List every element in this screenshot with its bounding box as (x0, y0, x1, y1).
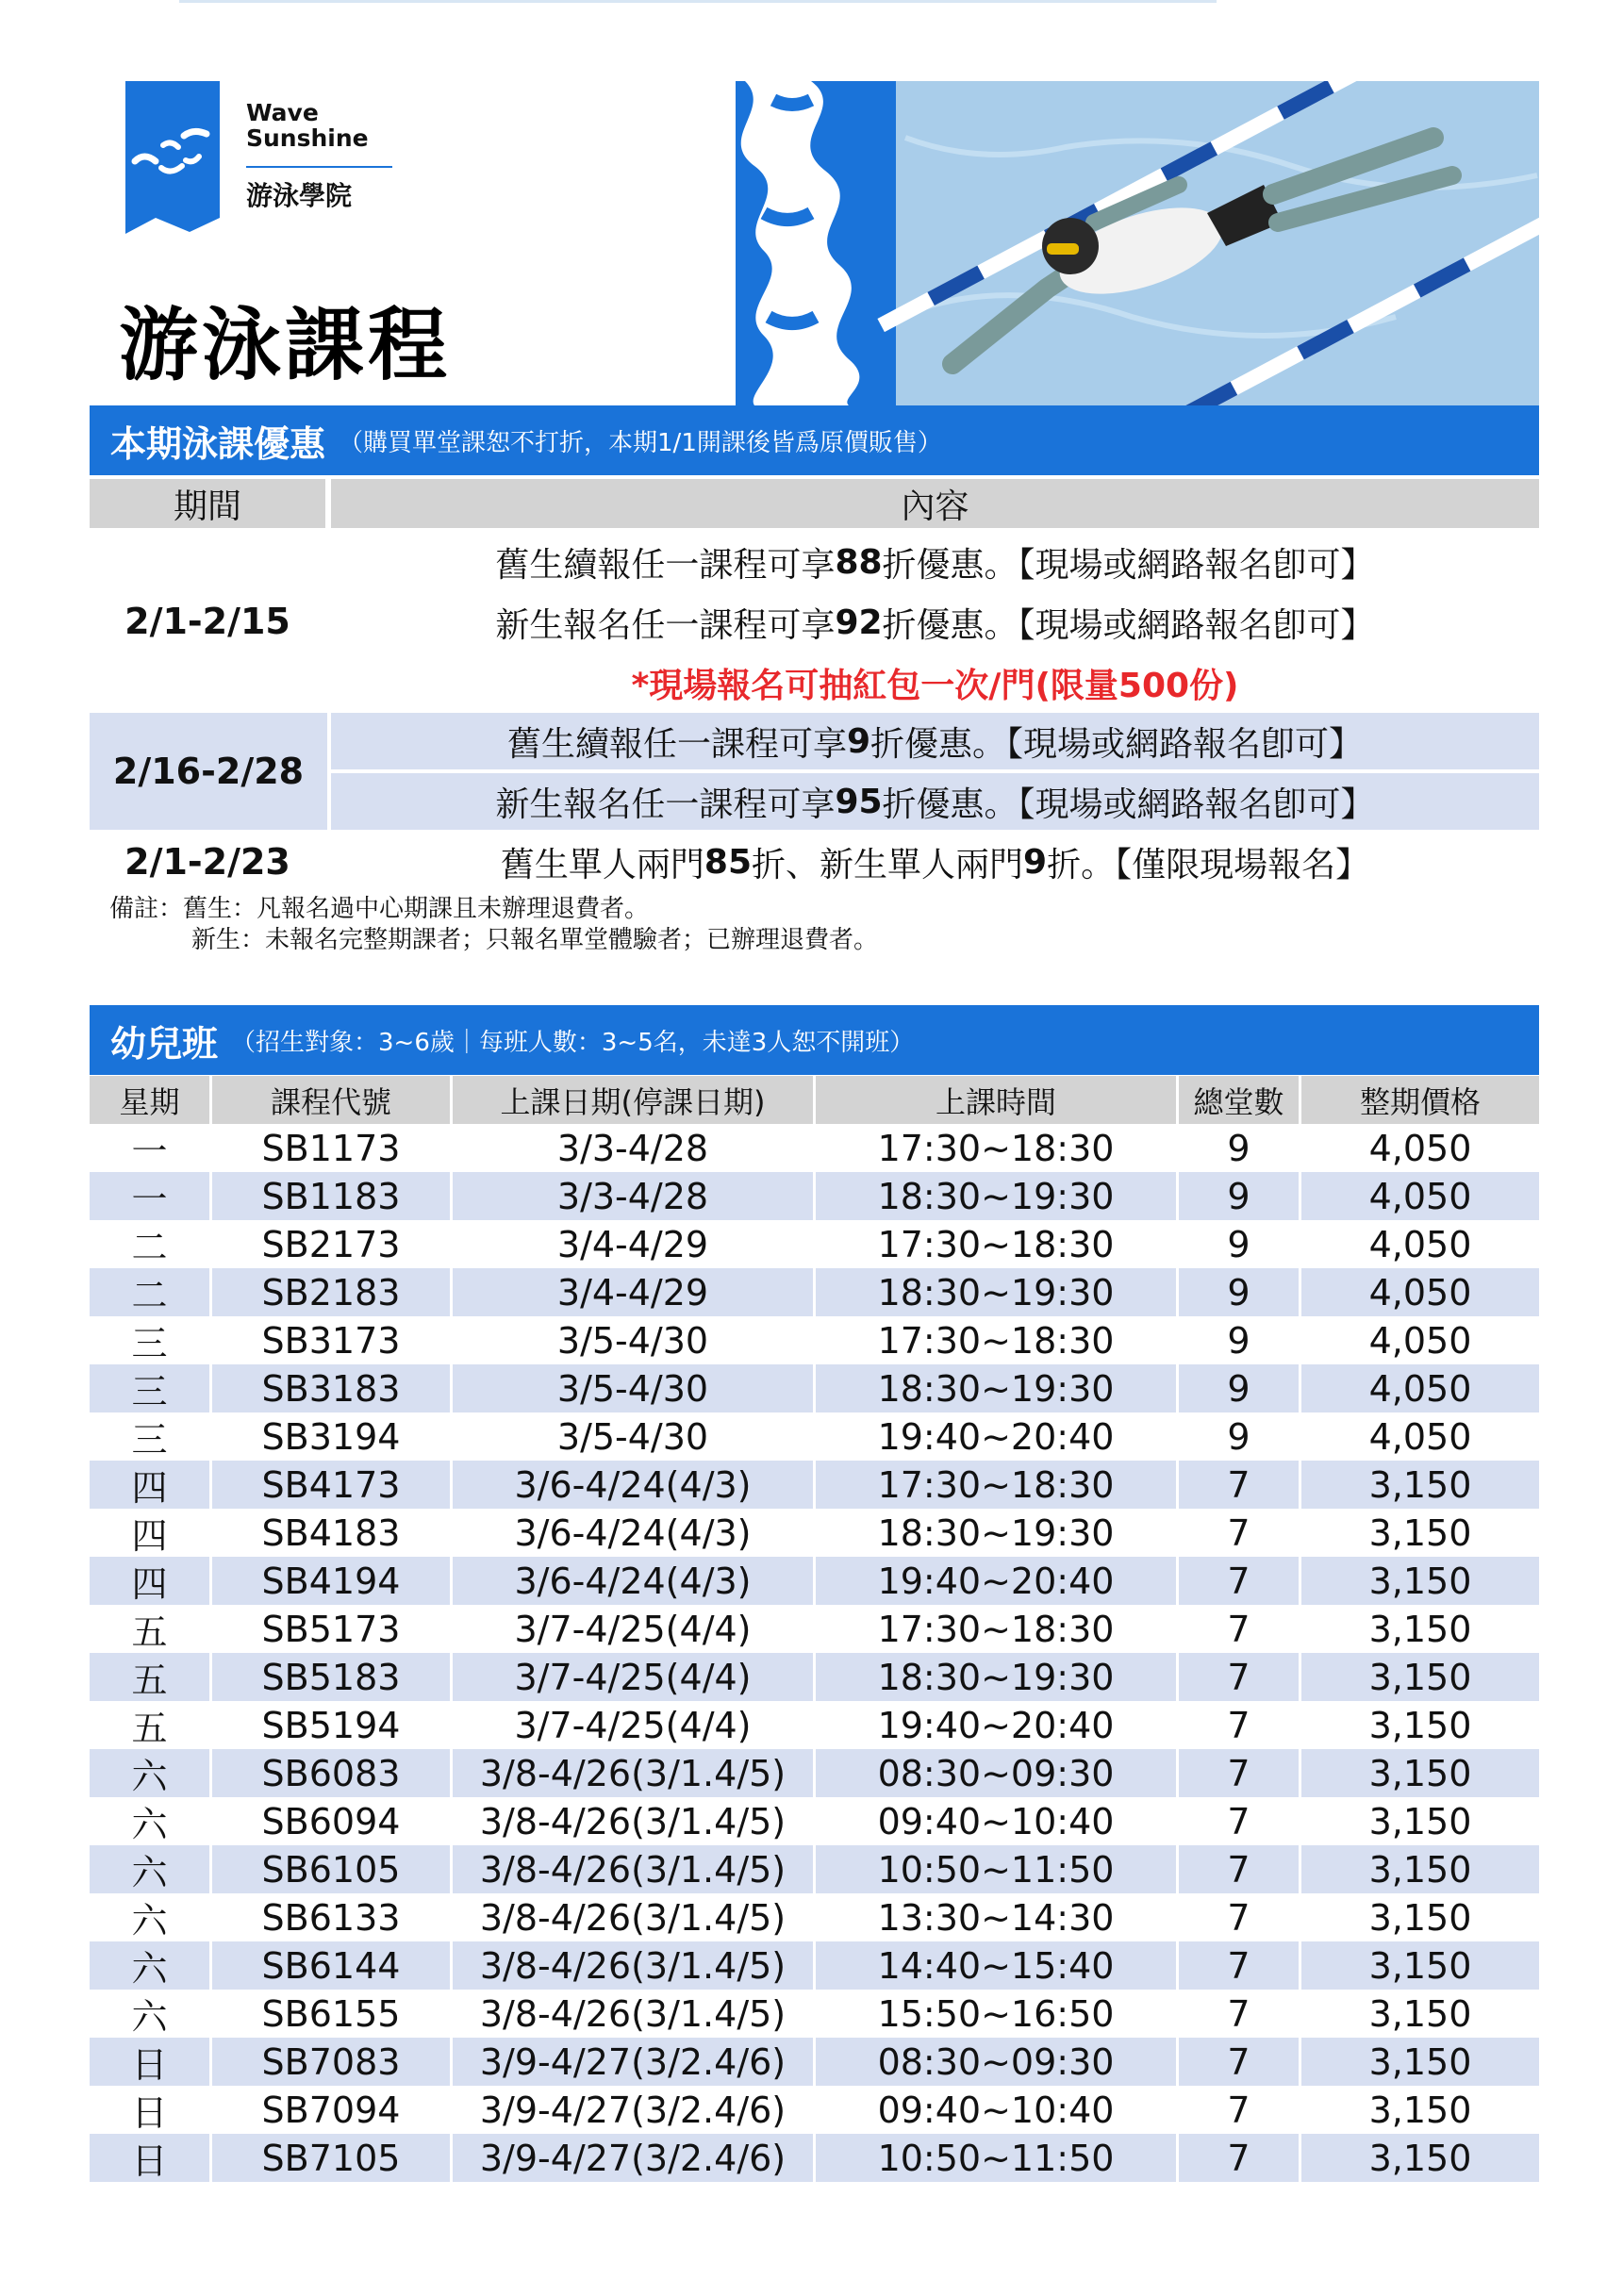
promo-section-header (90, 405, 1539, 475)
promo-line-text: 折優惠。【現場或網路報名卽可】 (882, 605, 1375, 645)
table-row (90, 1653, 1539, 1701)
time-cell: 09:40~10:40 (816, 1797, 1179, 1845)
dates-cell: 3/5-4/30 (453, 1364, 816, 1412)
weekday-cell: 六 (90, 1941, 212, 1990)
brand-name-cn: 游泳學院 (246, 180, 353, 211)
course-code-cell: SB6105 (212, 1845, 453, 1893)
dates-cell: 3/6-4/24(4/3) (453, 1557, 816, 1605)
sessions-cell: 9 (1179, 1364, 1301, 1412)
sessions-cell: 7 (1179, 1605, 1301, 1653)
promo-highlight: *現場報名可抽紅包一次/門(限量500份) (631, 666, 1239, 705)
weekday-cell: 二 (90, 1220, 212, 1268)
schedule-title: 幼兒班 (110, 1022, 219, 1065)
time-cell: 17:30~18:30 (816, 1316, 1179, 1364)
promo-note-line: 新生：未報名完整期課者；只報名單堂體驗者；已辦理退費者。 (191, 926, 879, 954)
weekday-cell: 二 (90, 1268, 212, 1316)
col-price: 整期價格 (1359, 1083, 1481, 1120)
price-cell: 3,150 (1368, 2089, 1472, 2131)
price-cell: 3,150 (1368, 1992, 1472, 2035)
promo-period: 2/16-2/28 (90, 713, 327, 830)
course-code-cell: SB6083 (212, 1749, 453, 1797)
promo-line (331, 592, 1539, 652)
course-code-cell: SB7094 (212, 2086, 453, 2134)
course-code-cell: SB4194 (212, 1557, 453, 1605)
promo-discount: 92 (835, 603, 883, 642)
dates-cell: 3/8-4/26(3/1.4/5) (453, 1749, 816, 1797)
weekday-cell: 五 (90, 1653, 212, 1701)
time-cell: 19:40~20:40 (816, 1557, 1179, 1605)
course-code-cell: SB5194 (212, 1701, 453, 1749)
weekday-cell: 六 (90, 1990, 212, 2038)
table-row (90, 1845, 1539, 1893)
dates-cell: 3/6-4/24(4/3) (453, 1461, 816, 1509)
sessions-cell: 7 (1179, 1845, 1301, 1893)
price-cell: 3,150 (1368, 1800, 1472, 1842)
sessions-cell: 9 (1179, 1172, 1301, 1220)
promo-line-text: 新生報名任一課程可享 (495, 785, 836, 824)
promo-line-text: 舊生單人兩門 (500, 845, 704, 884)
course-code-cell: SB6133 (212, 1893, 453, 1941)
weekday-cell: 一 (90, 1172, 212, 1220)
table-row (90, 1220, 1539, 1268)
table-row (90, 2086, 1539, 2134)
time-cell: 18:30~19:30 (816, 1364, 1179, 1412)
table-row (90, 1749, 1539, 1797)
time-cell: 19:40~20:40 (816, 1412, 1179, 1461)
col-sessions: 總堂數 (1179, 1076, 1301, 1124)
sessions-cell: 7 (1179, 1749, 1301, 1797)
time-cell: 14:40~15:40 (816, 1941, 1179, 1990)
dates-cell: 3/3-4/28 (453, 1124, 816, 1172)
sessions-cell: 9 (1179, 1316, 1301, 1364)
schedule-section-header (90, 1005, 1539, 1075)
brand-logo (125, 81, 389, 241)
table-row (90, 1701, 1539, 1749)
course-code-cell: SB7083 (212, 2038, 453, 2086)
table-row (90, 2038, 1539, 2086)
promo-line (331, 832, 1539, 892)
dates-cell: 3/7-4/25(4/4) (453, 1701, 816, 1749)
price-cell: 3,150 (1368, 2040, 1472, 2083)
sessions-cell: 7 (1179, 1653, 1301, 1701)
time-cell: 17:30~18:30 (816, 1220, 1179, 1268)
time-cell: 08:30~09:30 (816, 1749, 1179, 1797)
dates-cell: 3/8-4/26(3/1.4/5) (453, 1990, 816, 2038)
course-code-cell: SB2173 (212, 1220, 453, 1268)
col-time: 上課時間 (816, 1076, 1179, 1124)
promo-discount: 85 (704, 842, 753, 882)
brand-name-en-line1: Wave (246, 99, 319, 126)
promo-discount: 88 (835, 542, 883, 582)
table-row (90, 1268, 1539, 1316)
price-cell: 3,150 (1368, 1511, 1472, 1554)
course-code-cell: SB5173 (212, 1605, 453, 1653)
sessions-cell: 9 (1179, 1220, 1301, 1268)
course-code-cell: SB6094 (212, 1797, 453, 1845)
course-code-cell: SB4173 (212, 1461, 453, 1509)
time-cell: 08:30~09:30 (816, 2038, 1179, 2086)
weekday-cell: 三 (90, 1364, 212, 1412)
col-dates: 上課日期(停課日期) (453, 1076, 816, 1124)
time-cell: 09:40~10:40 (816, 2086, 1179, 2134)
promo-line-text: 新生報名任一課程可享 (495, 605, 836, 645)
swimmer-illustration-icon (736, 81, 1539, 405)
promo-line-text: 折優惠。【現場或網路報名卽可】 (882, 545, 1375, 585)
time-cell: 18:30~19:30 (816, 1268, 1179, 1316)
sessions-cell: 7 (1179, 1990, 1301, 2038)
dates-cell: 3/9-4/27(3/2.4/6) (453, 2134, 816, 2182)
price-cell: 3,150 (1368, 1704, 1472, 1746)
price-cell: 3,150 (1368, 2137, 1472, 2179)
price-cell: 4,050 (1368, 1175, 1472, 1217)
table-row (90, 1893, 1539, 1941)
course-code-cell: SB5183 (212, 1653, 453, 1701)
dates-cell: 3/4-4/29 (453, 1220, 816, 1268)
weekday-cell: 三 (90, 1412, 212, 1461)
price-cell: 4,050 (1368, 1367, 1472, 1410)
promo-line-text: 折。【僅限現場報名】 (1047, 845, 1370, 884)
promo-table-header (90, 479, 1539, 528)
price-cell: 4,050 (1368, 1223, 1472, 1265)
promo-title: 本期泳課優惠 (110, 422, 326, 465)
weekday-cell: 三 (90, 1316, 212, 1364)
price-cell: 3,150 (1368, 1848, 1472, 1891)
col-weekday: 星期 (90, 1076, 212, 1124)
time-cell: 18:30~19:30 (816, 1509, 1179, 1557)
sessions-cell: 7 (1179, 1557, 1301, 1605)
promo-line-text: 折優惠。【現場或網路報名卽可】 (882, 785, 1375, 824)
weekday-cell: 六 (90, 1893, 212, 1941)
sessions-cell: 9 (1179, 1268, 1301, 1316)
table-row (90, 1605, 1539, 1653)
weekday-cell: 日 (90, 2086, 212, 2134)
dates-cell: 3/4-4/29 (453, 1268, 816, 1316)
time-cell: 13:30~14:30 (816, 1893, 1179, 1941)
price-cell: 3,150 (1368, 1463, 1472, 1506)
price-cell: 3,150 (1368, 1944, 1472, 1987)
promo-subtitle: （購買單堂課恕不打折，本期1/1開課後皆爲原價販售） (339, 428, 942, 457)
promo-line-text: 折優惠。【現場或網路報名卽可】 (870, 724, 1364, 764)
price-cell: 4,050 (1368, 1319, 1472, 1362)
dates-cell: 3/8-4/26(3/1.4/5) (453, 1941, 816, 1990)
table-row (90, 1412, 1539, 1461)
promo-line-text: 折、新生單人兩門 (752, 845, 1024, 884)
brand-divider (246, 166, 392, 168)
table-row (90, 1316, 1539, 1364)
time-cell: 10:50~11:50 (816, 2134, 1179, 2182)
schedule-subtitle: （招生對象：3~6歲｜每班人數：3~5名，未達3人恕不開班） (231, 1028, 915, 1057)
course-code-cell: SB3183 (212, 1364, 453, 1412)
dates-cell: 3/5-4/30 (453, 1412, 816, 1461)
sessions-cell: 7 (1179, 2086, 1301, 2134)
time-cell: 17:30~18:30 (816, 1461, 1179, 1509)
dates-cell: 3/7-4/25(4/4) (453, 1605, 816, 1653)
weekday-cell: 一 (90, 1124, 212, 1172)
promo-line (331, 532, 1539, 592)
weekday-cell: 五 (90, 1701, 212, 1749)
course-code-cell: SB6155 (212, 1990, 453, 2038)
promo-note-line: 備註：舊生：凡報名過中心期課且未辦理退費者。 (109, 895, 650, 923)
promo-note (109, 894, 878, 956)
weekday-cell: 六 (90, 1845, 212, 1893)
sessions-cell: 7 (1179, 2134, 1301, 2182)
price-cell: 3,150 (1368, 1752, 1472, 1794)
promo-line (331, 773, 1539, 830)
course-code-cell: SB1183 (212, 1172, 453, 1220)
time-cell: 17:30~18:30 (816, 1124, 1179, 1172)
promo-col-period: 期間 (90, 479, 325, 528)
weekday-cell: 四 (90, 1461, 212, 1509)
sessions-cell: 7 (1179, 1797, 1301, 1845)
sessions-cell: 7 (1179, 1509, 1301, 1557)
weekday-cell: 四 (90, 1557, 212, 1605)
promo-period: 2/1-2/15 (124, 601, 290, 642)
table-row (90, 1124, 1539, 1172)
course-code-cell: SB4183 (212, 1509, 453, 1557)
dates-cell: 3/9-4/27(3/2.4/6) (453, 2086, 816, 2134)
course-code-cell: SB7105 (212, 2134, 453, 2182)
price-cell: 3,150 (1368, 1560, 1472, 1602)
dates-cell: 3/8-4/26(3/1.4/5) (453, 1797, 816, 1845)
sessions-cell: 9 (1179, 1412, 1301, 1461)
col-course-code: 課程代號 (212, 1076, 453, 1124)
table-row (90, 1941, 1539, 1990)
weekday-cell: 日 (90, 2038, 212, 2086)
dates-cell: 3/9-4/27(3/2.4/6) (453, 2038, 816, 2086)
weekday-cell: 日 (90, 2134, 212, 2182)
swimmer-illustration (736, 81, 1539, 405)
sessions-cell: 9 (1179, 1124, 1301, 1172)
course-code-cell: SB3173 (212, 1316, 453, 1364)
promo-period: 2/1-2/23 (124, 841, 290, 883)
wave-logo-icon (125, 81, 220, 237)
price-cell: 4,050 (1368, 1127, 1472, 1169)
promo-col-content: 內容 (331, 479, 1539, 528)
brand-name-en (246, 100, 369, 151)
table-row (90, 1461, 1539, 1509)
sessions-cell: 7 (1179, 1461, 1301, 1509)
course-code-cell: SB6144 (212, 1941, 453, 1990)
dates-cell: 3/8-4/26(3/1.4/5) (453, 1893, 816, 1941)
promo-line-text: 舊生續報任一課程可享 (495, 545, 836, 585)
weekday-cell: 四 (90, 1509, 212, 1557)
table-row (90, 2134, 1539, 2182)
price-cell: 4,050 (1368, 1415, 1472, 1458)
table-row (90, 1557, 1539, 1605)
table-row (90, 1364, 1539, 1412)
price-cell: 3,150 (1368, 1608, 1472, 1650)
sessions-cell: 7 (1179, 2038, 1301, 2086)
page-title: 游泳課程 (119, 299, 452, 391)
table-row (90, 1797, 1539, 1845)
promo-discount: 95 (835, 782, 883, 821)
dates-cell: 3/8-4/26(3/1.4/5) (453, 1845, 816, 1893)
course-code-cell: SB2183 (212, 1268, 453, 1316)
promo-line-text: 舊生續報任一課程可享 (506, 724, 847, 764)
dates-cell: 3/5-4/30 (453, 1316, 816, 1364)
time-cell: 18:30~19:30 (816, 1653, 1179, 1701)
sessions-cell: 7 (1179, 1941, 1301, 1990)
table-row (90, 1990, 1539, 2038)
price-cell: 4,050 (1368, 1271, 1472, 1313)
table-row (90, 1509, 1539, 1557)
weekday-cell: 五 (90, 1605, 212, 1653)
course-code-cell: SB3194 (212, 1412, 453, 1461)
promo-discount: 9 (1023, 842, 1048, 882)
sessions-cell: 7 (1179, 1893, 1301, 1941)
price-cell: 3,150 (1368, 1656, 1472, 1698)
dates-cell: 3/7-4/25(4/4) (453, 1653, 816, 1701)
brand-name-en-line2: Sunshine (246, 124, 369, 152)
promo-line (331, 713, 1539, 769)
table-row (90, 1172, 1539, 1220)
sessions-cell: 7 (1179, 1701, 1301, 1749)
price-cell: 3,150 (1368, 1896, 1472, 1939)
time-cell: 17:30~18:30 (816, 1605, 1179, 1653)
weekday-cell: 六 (90, 1797, 212, 1845)
course-code-cell: SB1173 (212, 1124, 453, 1172)
time-cell: 10:50~11:50 (816, 1845, 1179, 1893)
promo-discount: 9 (846, 721, 871, 761)
dates-cell: 3/6-4/24(4/3) (453, 1509, 816, 1557)
time-cell: 15:50~16:50 (816, 1990, 1179, 2038)
dates-cell: 3/3-4/28 (453, 1172, 816, 1220)
schedule-table-header (90, 1076, 1539, 1124)
weekday-cell: 六 (90, 1749, 212, 1797)
time-cell: 18:30~19:30 (816, 1172, 1179, 1220)
top-rule (179, 0, 1217, 3)
time-cell: 19:40~20:40 (816, 1701, 1179, 1749)
